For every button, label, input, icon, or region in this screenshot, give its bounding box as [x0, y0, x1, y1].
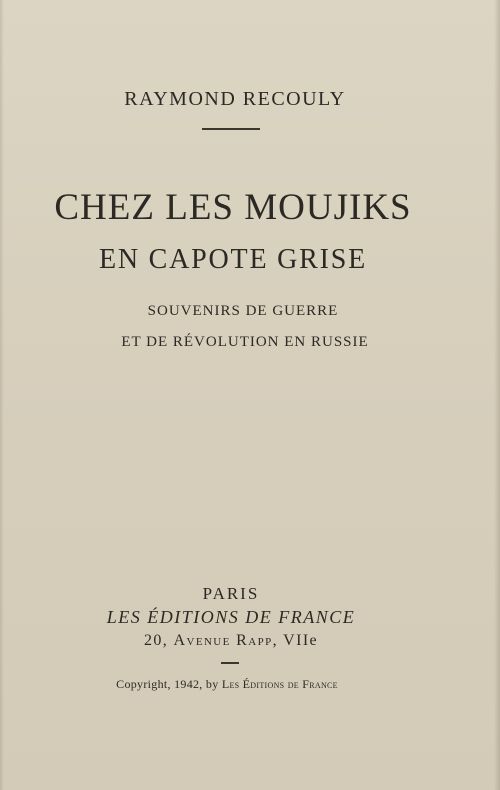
- copyright-holder: Les Éditions de France: [221, 677, 338, 691]
- publisher-address: [0, 632, 462, 650]
- copyright-prefix: Copyright, 1942, by: [116, 677, 222, 691]
- book-title-line-1: CHEZ LES MOUJIKS: [54, 187, 412, 228]
- publication-city: PARIS: [202, 584, 260, 603]
- copyright-notice: [0, 677, 454, 692]
- subtitle-line-1: SOUVENIRS DE GUERRE: [147, 303, 339, 319]
- address-district: , VIIe: [272, 632, 319, 649]
- author-name: RAYMOND RECOULY: [124, 88, 346, 110]
- address-street: Avenue Rapp: [173, 632, 273, 649]
- imprint-separator-rule: [221, 662, 239, 664]
- separator-rule: [202, 128, 260, 130]
- subtitle-line-2: ET DE RÉVOLUTION EN RUSSIE: [121, 334, 369, 350]
- book-title-line-2: EN CAPOTE GRISE: [98, 244, 368, 275]
- address-number: 20,: [143, 632, 174, 649]
- publisher-name: LES ÉDITIONS DE FRANCE: [106, 607, 356, 627]
